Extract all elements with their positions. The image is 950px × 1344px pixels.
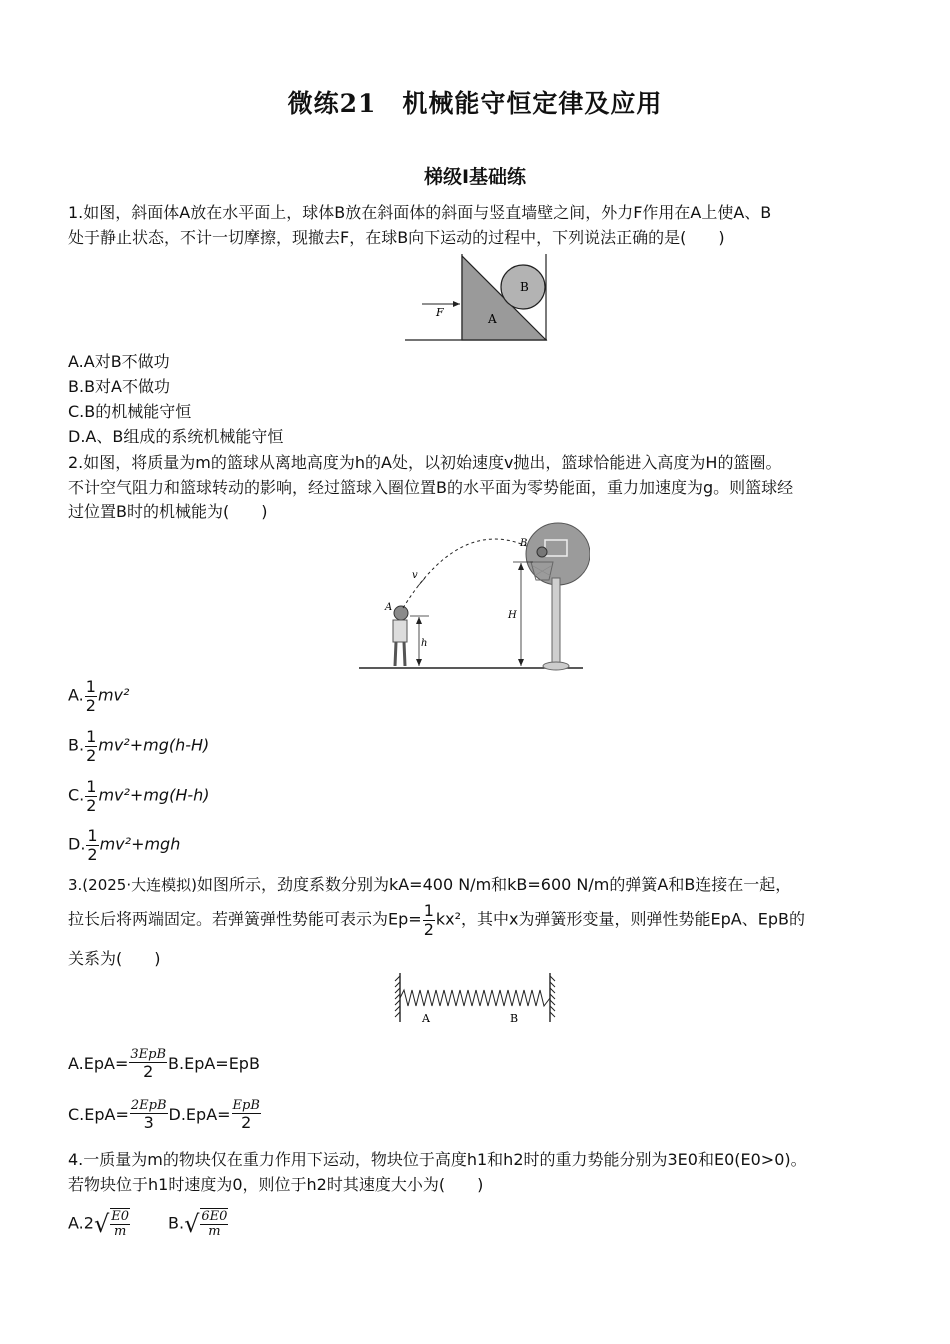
q3-option-cd: C.EpA= $\frac{\text{2EpB}}{3}$ D.EpA= $\frac{\text{EpB}}{2}$ (68, 1098, 260, 1133)
q2-fig-label-a: A (385, 602, 393, 613)
q2-fig-label-v: v (412, 570, 418, 581)
q2-option-c: C. $\frac{1}{2}$ mv²+mg(H-h) (68, 777, 210, 815)
q4-option-b: B.√ $\frac{6E0}{m}$ (168, 1209, 228, 1240)
q2-text-line1: 2.如图，将质量为m的篮球从离地高度为h的A处，以初始速度v抛出，篮球恰能进入高度为H的篮圈。 (68, 453, 782, 472)
q1-option-b: B.B对A不做功 (68, 377, 170, 396)
q3-text-line2: 拉长后将两端固定。若弹簧弹性势能可表示为Ep= $\frac{1}{2}$ kx²，其中x为弹簧形变量，则弹性势能EpA、EpB的 (68, 901, 805, 939)
section-subtitle: 梯级Ⅰ基础练 (423, 166, 527, 188)
q1-figure-incline (400, 252, 555, 344)
q2-fig-label-h: h (421, 638, 428, 649)
q2-option-b: B. $\frac{1}{2}$ mv²+mg(h-H) (68, 727, 210, 765)
q4-text-line1: 4.一质量为m的物块仅在重力作用下运动，物块位于高度h1和h2时的重力势能分别为3E0和E0(E0>0)。 (68, 1150, 807, 1169)
q4-text-line2: 若物块位于h1时速度为0，则位于h2时其速度大小为( ) (68, 1175, 484, 1194)
q3-text-line1: 3.(2025·大连模拟)如图所示，劲度系数分别为kA=400 N/m和kB=600 N/m的弹簧A和B连接在一起， (68, 875, 792, 894)
q2-fig-label-b: B (520, 538, 528, 549)
q1-option-c: C.B的机械能守恒 (68, 402, 192, 421)
q3-fig-label-a: A (422, 1012, 430, 1025)
q3-text-line3: 关系为( ) (68, 949, 161, 968)
q1-text-line2: 处于静止状态，不计一切摩擦，现撤去F，在球B向下运动的过程中，下列说法正确的是( ) (68, 228, 725, 247)
q1-option-d: D.A、B组成的系统机械能守恒 (68, 427, 284, 446)
q1-fig-label-b: B (520, 280, 529, 294)
q1-option-a: A.A对B不做功 (68, 352, 170, 371)
q2-text-line2: 不计空气阻力和篮球转动的影响，经过篮球入圈位置B的水平面为零势能面，重力加速度为g。则篮球经 (68, 478, 794, 497)
q2-option-a: A. $\frac{1}{2}$ mv² (68, 677, 130, 715)
q4-option-a: A.2√ $\frac{E0}{m}$ (68, 1209, 129, 1240)
q1-fig-label-a: A (488, 312, 497, 326)
q3-option-ab: A.EpA= $\frac{\text{3EpB}}{2}$ B.EpA=EpB (68, 1047, 260, 1082)
q3-fig-label-b: B (510, 1012, 519, 1025)
q2-option-d: D. $\frac{1}{2}$ mv²+mgh (68, 826, 181, 864)
q2-text-line3: 过位置B时的机械能为( ) (68, 502, 268, 521)
q2-fig-label-H: H (508, 610, 517, 621)
q1-fig-label-f: F (436, 306, 444, 319)
q3-figure-springs (392, 970, 560, 1026)
q2-figure-basketball (355, 520, 590, 672)
page-title: 微练21 机械能守恒定律及应用 (287, 89, 663, 118)
q1-text-line1: 1.如图，斜面体A放在水平面上，球体B放在斜面体的斜面与竖直墙壁之间，外力F作用在A上使A、B (68, 203, 772, 222)
